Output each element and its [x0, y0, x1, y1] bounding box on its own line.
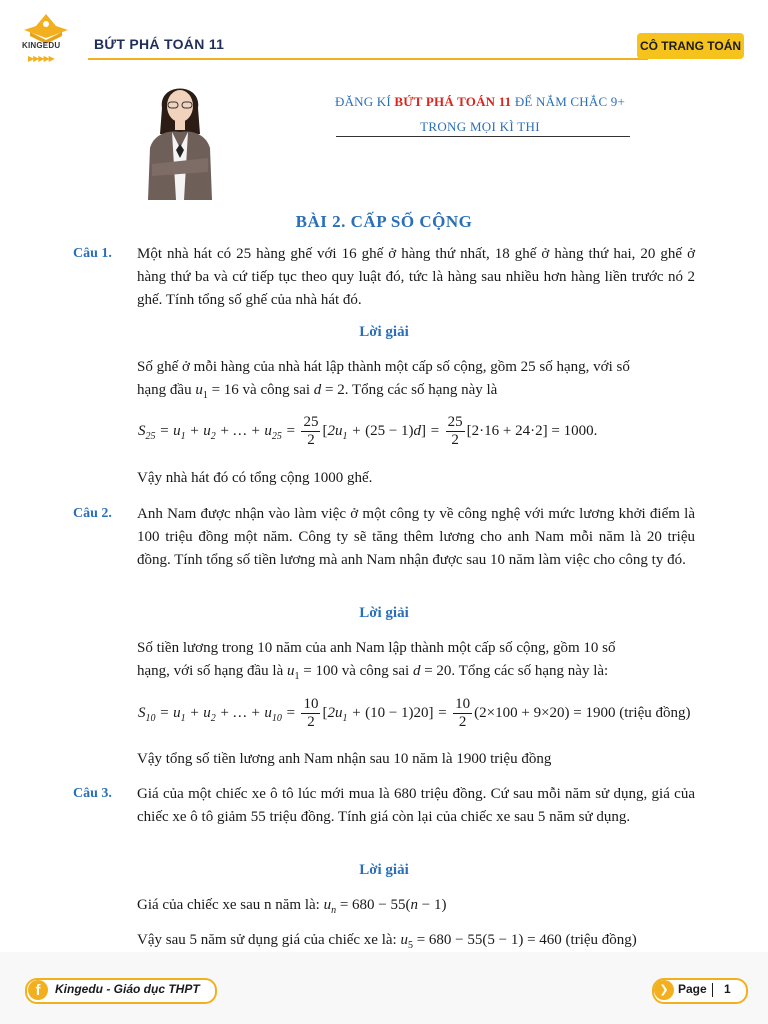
question-1-label: Câu 1.	[73, 246, 112, 261]
solution-3-line2: Vậy sau 5 năm sử dụng giá của chiếc xe là: $u_5 = 680 - 55(5 - 1) = 460$ (triệu đồng)	[137, 932, 637, 951]
header-divider	[88, 58, 648, 60]
promo-line-2: TRONG MỌI KÌ THI	[420, 119, 540, 134]
solution-2-text-a: hạng, với số hạng đầu là	[137, 663, 287, 679]
formula-2: $S_{10} = u_1 + u_2$ + … + $u_{10}$ = $\frac{10}{2}$ $[2u_1 + (10 - 1)20]$ = $\frac{10}{2}$ (2×100 + 9×20) = 1900 (triệu đồng)	[138, 696, 691, 730]
promo-text-c: ĐỂ NẮM CHẮC 9+	[511, 94, 626, 109]
page-label: Page	[678, 982, 707, 996]
formula-2-unit: (triệu đồng)	[619, 704, 691, 721]
brand-badge: CÔ TRANG TOÁN	[637, 33, 744, 59]
solution-3-line1: Giá của chiếc xe sau n năm là: $u_n = 680 - 55(n - 1)$	[137, 897, 447, 916]
solution-2-line2: hạng, với số hạng đầu là $u_1 = 100$ và công sai d = 20. Tổng các số hạng này là:	[137, 663, 609, 682]
solution-1-heading: Lời giải	[359, 324, 409, 340]
logo-text: KINGEDU	[22, 41, 61, 50]
facebook-label[interactable]: Kingedu - Giáo dục THPT	[55, 982, 200, 996]
question-2-label: Câu 2.	[73, 506, 112, 521]
chevron-right-icon: ❯	[654, 980, 674, 1000]
solution-1-conclusion: Vậy nhà hát đó có tổng cộng 1000 ghế.	[137, 470, 373, 486]
solution-2-heading: Lời giải	[359, 605, 409, 621]
page-header	[0, 0, 768, 70]
promo-highlight: BỨT PHÁ TOÁN 11	[394, 94, 512, 109]
series-title: BỨT PHÁ TOÁN 11	[94, 36, 225, 52]
solution-2-intro: Số tiền lương trong 10 năm của anh Nam lập thành một cấp số cộng, gồm 10 số	[137, 640, 616, 656]
promo-line-1	[300, 94, 660, 110]
question-1-text: Một nhà hát có 25 hàng ghế với 16 ghế ở hàng thứ nhất, 18 ghế ở hàng thứ hai, 20 ghế ở hàng thứ ba và cứ tiếp tục theo quy luật đó, tức là hàng sau nhiều hơn hàng liền trước nó 2 ghế. Tính tổng số ghế của nhà hát đó.	[137, 246, 695, 308]
page-number: 1	[724, 982, 731, 996]
solution-1-line2: hạng đầu $u_1 = 16$ và công sai d = 2. Tổng các số hạng này là	[137, 382, 498, 401]
question-3-label: Câu 3.	[73, 786, 112, 801]
formula-1: $S_{25} = u_1 + u_2$ + … + $u_{25}$ = $\frac{25}{2}$ $[2u_1 + (25 - 1)d]$ = $\frac{25}{2}$ [2·16 + 24·2] = 1000.	[138, 414, 598, 448]
solution-3-text-b: Vậy sau 5 năm sử dụng giá của chiếc xe là:	[137, 932, 401, 948]
solution-2-conclusion: Vậy tổng số tiền lương anh Nam nhận sau 10 năm là 1900 triệu đồng	[137, 751, 552, 767]
solution-3-text-a: Giá của chiếc xe sau n năm là:	[137, 897, 324, 913]
solution-2-text-b: và công sai	[337, 663, 413, 679]
solution-2-text-c: . Tổng các số hạng này là:	[451, 663, 609, 679]
question-2-text: Anh Nam được nhận vào làm việc ở một công ty về công nghệ với mức lương khởi điểm là 100 triệu đồng một năm. Công ty sẽ tăng thêm lương cho anh Nam mỗi năm là 20 triệu đồng. Tính tổng số tiền lương mà anh Nam nhận được sau 10 năm làm việc cho công ty đó.	[137, 506, 695, 568]
promo-underline	[336, 136, 630, 137]
facebook-icon[interactable]: f	[28, 980, 48, 1000]
solution-3-unit: (triệu đồng)	[565, 932, 637, 948]
solution-1-text-b: và công sai	[238, 382, 314, 398]
lesson-title: BÀI 2. CẤP SỐ CỘNG	[295, 212, 473, 231]
solution-3-heading: Lời giải	[359, 862, 409, 878]
question-3-text: Giá của một chiếc xe ô tô lúc mới mua là 680 triệu đồng. Cứ sau mỗi năm sử dụng, giá của chiếc xe ô tô giảm 55 triệu đồng. Tính giá còn lại của chiếc xe sau 5 năm sử dụng.	[137, 786, 695, 825]
teacher-portrait	[140, 72, 220, 200]
solution-1-text-a: hạng đầu	[137, 382, 196, 398]
logo-arrows-icon: ▶▶▶▶▶	[28, 54, 54, 63]
page-separator	[712, 983, 713, 997]
solution-1-text-c: . Tổng các số hạng này là	[344, 382, 498, 398]
solution-1-intro: Số ghế ở mỗi hàng của nhà hát lập thành một cấp số cộng, gồm 25 số hạng, với số	[137, 359, 630, 375]
promo-text-a: ĐĂNG KÍ	[334, 94, 395, 109]
